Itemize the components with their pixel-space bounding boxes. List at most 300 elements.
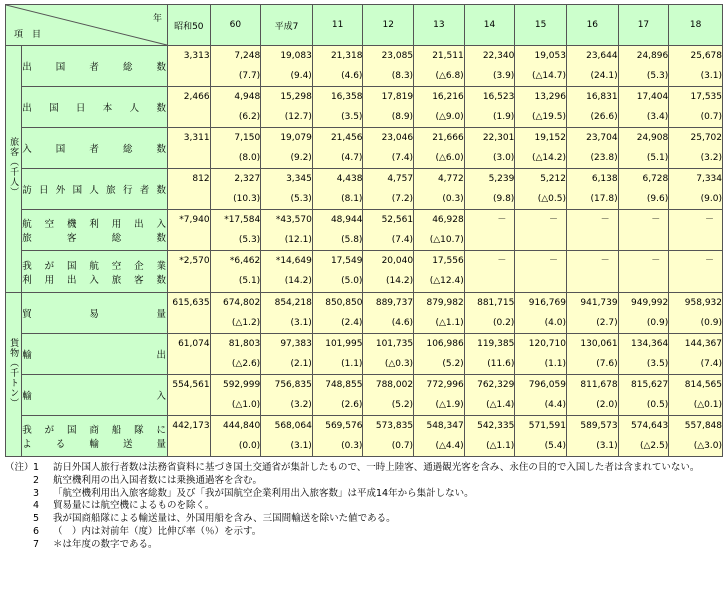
note-text: 「航空機利用出入旅客総数」及び「我が国航空企業利用出入旅客数」は平成14年から集計しない。 <box>53 487 474 499</box>
cell-value: 7,248 <box>234 51 261 62</box>
data-cell <box>261 415 313 456</box>
cell-value: 6,138 <box>591 174 618 185</box>
table-row <box>6 87 723 128</box>
cell-growth-rate: (14.2) <box>284 276 312 287</box>
data-cell <box>261 87 313 128</box>
row-label: 輸入 <box>22 390 168 402</box>
data-cell <box>669 87 723 128</box>
data-cell <box>210 251 261 292</box>
data-cell <box>312 374 363 415</box>
year-header-8: 16 <box>566 5 618 46</box>
cell-growth-rate: (8.9) <box>391 112 414 123</box>
cell-growth-rate <box>168 189 210 209</box>
cell-growth-rate: (2.1) <box>290 358 312 369</box>
cell-growth-rate: (3.5) <box>341 112 363 123</box>
cell-growth-rate: (△1.4) <box>486 399 515 410</box>
cell-growth-rate: (3.1) <box>700 71 722 82</box>
data-cell <box>363 46 414 87</box>
cell-value: 788,002 <box>375 379 414 390</box>
cell-growth-rate: (2.6) <box>341 399 363 410</box>
data-cell <box>261 374 313 415</box>
data-cell <box>618 415 669 456</box>
note-item <box>5 488 723 501</box>
data-cell <box>618 128 669 169</box>
cell-growth-rate: (8.3) <box>391 71 414 82</box>
data-cell <box>210 292 261 333</box>
row-label-cell <box>22 87 168 128</box>
cell-growth-rate: (△4.4) <box>435 440 464 451</box>
cell-growth-rate: (12.7) <box>284 112 312 123</box>
cell-value: 3,311 <box>183 133 210 144</box>
data-cell <box>312 128 363 169</box>
cell-value: 7,334 <box>696 174 722 185</box>
data-cell <box>464 292 515 333</box>
cell-growth-rate: (9.8) <box>492 194 515 205</box>
cell-value: 815,627 <box>631 379 669 390</box>
cell-value: 571,591 <box>528 420 566 431</box>
cell-growth-rate: (9.6) <box>646 194 669 205</box>
table-row <box>6 169 723 210</box>
data-cell <box>168 46 211 87</box>
note-number: 4 <box>33 500 40 512</box>
cell-value: 120,710 <box>528 338 566 349</box>
cell-value: 24,896 <box>636 51 669 62</box>
cell-growth-rate: (△1.1) <box>435 317 464 328</box>
cell-value: 23,704 <box>586 133 618 144</box>
data-cell <box>261 333 313 374</box>
cell-growth-rate: (2.0) <box>596 399 618 410</box>
note-number: 1 <box>33 462 40 473</box>
data-cell <box>363 87 414 128</box>
data-cell <box>464 169 515 210</box>
cell-growth-rate: (7.4) <box>700 358 722 369</box>
cell-growth-rate: (23.8) <box>590 153 618 164</box>
year-header-0: 昭和50 <box>168 5 211 46</box>
data-cell <box>566 251 618 292</box>
cell-growth-rate: (14.2) <box>386 276 414 287</box>
cell-growth-rate: (7.2) <box>391 194 414 205</box>
cell-value: 13,296 <box>534 92 566 103</box>
data-cell <box>618 333 669 374</box>
cell-growth-rate: (△0.1) <box>693 399 722 410</box>
data-cell <box>363 128 414 169</box>
cell-growth-rate <box>168 395 210 415</box>
data-cell <box>566 128 618 169</box>
cell-growth-rate: (1.9) <box>492 112 515 123</box>
cell-growth-rate: (3.2) <box>700 153 722 164</box>
cell-value: *43,570 <box>275 215 312 226</box>
cell-growth-rate: (5.2) <box>442 358 464 369</box>
cell-value: 22,340 <box>482 51 515 62</box>
cell-growth-rate: (△0.5) <box>537 194 566 205</box>
cell-growth-rate <box>567 271 618 291</box>
cell-growth-rate: (7.4) <box>391 235 414 246</box>
cell-value: 4,772 <box>437 174 464 185</box>
data-cell <box>566 46 618 87</box>
data-cell <box>464 374 515 415</box>
row-label: 我が国航空企業 <box>22 260 168 272</box>
row-label: 出国者総数 <box>22 62 168 74</box>
cell-growth-rate: (0.7) <box>391 440 414 451</box>
data-cell <box>618 374 669 415</box>
cell-growth-rate <box>168 230 210 250</box>
data-cell <box>168 251 211 292</box>
cell-value: 796,059 <box>528 379 566 390</box>
data-cell <box>168 292 211 333</box>
cell-growth-rate: (0.9) <box>700 317 722 328</box>
year-header-2: 平成7 <box>261 5 313 46</box>
cell-value: 889,737 <box>375 297 414 308</box>
table-row <box>6 333 723 374</box>
cell-value: 574,643 <box>631 420 669 431</box>
data-cell <box>168 128 211 169</box>
data-cell <box>515 251 567 292</box>
cell-value: 52,561 <box>381 215 414 226</box>
cell-growth-rate: (7.6) <box>596 358 618 369</box>
data-cell <box>566 169 618 210</box>
cell-growth-rate: (2.4) <box>341 317 363 328</box>
note-text: 貿易量には航空機によるものを除く。 <box>53 500 215 512</box>
cell-value: 569,576 <box>325 420 363 431</box>
cell-growth-rate: (9.2) <box>290 153 312 164</box>
cell-value: 4,948 <box>234 92 261 103</box>
note-item <box>5 513 723 526</box>
row-label: 出国日本人数 <box>22 103 168 115</box>
cell-growth-rate: (3.5) <box>646 358 669 369</box>
cell-growth-rate: (△2.6) <box>231 358 261 369</box>
data-cell <box>168 415 211 456</box>
data-cell <box>210 46 261 87</box>
cell-value: 19,053 <box>534 51 566 62</box>
cell-growth-rate <box>515 271 566 291</box>
cell-growth-rate: (0.7) <box>700 112 722 123</box>
data-cell <box>515 374 567 415</box>
data-cell <box>168 169 211 210</box>
cell-growth-rate: (3.2) <box>290 399 312 410</box>
cell-growth-rate: (△10.7) <box>429 235 464 246</box>
cell-value: － <box>497 256 507 267</box>
cell-growth-rate: (△3.0) <box>693 440 722 451</box>
cell-growth-rate: (8.0) <box>238 153 261 164</box>
cell-growth-rate: (△0.3) <box>384 358 414 369</box>
table-row <box>6 46 723 87</box>
cell-value: *6,462 <box>229 256 261 267</box>
cell-value: 17,549 <box>330 256 363 267</box>
data-cell <box>210 415 261 456</box>
row-label-cell <box>22 333 168 374</box>
cell-value: 814,565 <box>684 379 722 390</box>
cell-value: 811,678 <box>580 379 618 390</box>
cell-value: 949,992 <box>631 297 669 308</box>
cell-value: 20,040 <box>381 256 414 267</box>
data-cell <box>515 87 567 128</box>
note-text: 我が国商船隊による輸送量は、外国用船を含み、三国間輸送を除いた値である。 <box>53 513 396 525</box>
row-label-cell <box>22 169 168 210</box>
data-cell <box>363 333 414 374</box>
cell-value: 5,212 <box>540 174 566 185</box>
year-header-1: 60 <box>210 5 261 46</box>
data-cell <box>363 374 414 415</box>
cell-value: 19,079 <box>280 133 312 144</box>
note-number: 7 <box>33 538 40 550</box>
cell-growth-rate: (4.6) <box>391 317 414 328</box>
data-cell <box>515 169 567 210</box>
cell-growth-rate <box>465 230 515 250</box>
cell-value: 25,678 <box>690 51 722 62</box>
cell-value: － <box>651 256 661 267</box>
cell-value: 7,150 <box>234 133 261 144</box>
row-label-cell <box>22 292 168 333</box>
cell-growth-rate <box>168 313 210 333</box>
cell-value: － <box>548 215 558 226</box>
row-label-cell <box>22 128 168 169</box>
statistics-table <box>5 4 723 457</box>
data-cell <box>312 251 363 292</box>
data-cell <box>261 210 313 251</box>
cell-value: 748,855 <box>325 379 363 390</box>
cell-growth-rate <box>168 271 210 291</box>
cell-value: *2,570 <box>179 256 210 267</box>
data-cell <box>363 210 414 251</box>
data-cell <box>261 46 313 87</box>
category-label: 貨物（千トン） <box>8 337 19 408</box>
cell-growth-rate: (3.1) <box>596 440 618 451</box>
cell-value: 119,385 <box>477 338 515 349</box>
cell-value: 958,932 <box>684 297 722 308</box>
cell-growth-rate <box>168 354 210 374</box>
table-row <box>6 210 723 251</box>
row-label: 航空機利用出入 <box>22 219 168 231</box>
cell-value: 592,999 <box>222 379 261 390</box>
note-item <box>5 462 723 475</box>
cell-growth-rate: (4.7) <box>341 153 363 164</box>
cell-growth-rate: (3.1) <box>290 440 312 451</box>
cell-value: 916,769 <box>528 297 566 308</box>
cell-value: 589,573 <box>580 420 618 431</box>
row-label-cell <box>22 46 168 87</box>
cell-growth-rate <box>465 271 515 291</box>
cell-value: 2,466 <box>183 92 210 103</box>
cell-value: 21,318 <box>330 51 363 62</box>
data-cell <box>312 415 363 456</box>
data-cell <box>669 333 723 374</box>
year-header-6: 14 <box>464 5 515 46</box>
data-cell <box>210 169 261 210</box>
cell-value: 4,757 <box>387 174 414 185</box>
cell-growth-rate: (△14.2) <box>531 153 566 164</box>
cell-value: 144,367 <box>684 338 722 349</box>
note-text: ＊は年度の数字である。 <box>53 538 158 550</box>
cell-growth-rate: (0.5) <box>646 399 669 410</box>
data-cell <box>414 46 465 87</box>
cell-value: 15,298 <box>280 92 312 103</box>
data-cell <box>566 87 618 128</box>
cell-value: 3,345 <box>286 174 312 185</box>
data-cell <box>414 374 465 415</box>
cell-value: 46,928 <box>432 215 464 226</box>
data-cell <box>414 210 465 251</box>
cell-value: 23,046 <box>381 133 414 144</box>
data-cell <box>566 292 618 333</box>
note-text: （ ）内は対前年（度）比伸び率（％）を示す。 <box>53 525 262 537</box>
data-cell <box>414 251 465 292</box>
data-cell <box>210 333 261 374</box>
table-row <box>6 292 723 333</box>
row-label-line2: よる輸送量 <box>22 438 168 450</box>
data-cell <box>515 46 567 87</box>
cell-growth-rate: (4.6) <box>341 71 363 82</box>
table-row <box>6 374 723 415</box>
cell-growth-rate: (6.2) <box>238 112 261 123</box>
data-cell <box>210 87 261 128</box>
cell-value: 19,152 <box>534 133 566 144</box>
table-row <box>6 128 723 169</box>
data-cell <box>464 415 515 456</box>
data-cell <box>464 251 515 292</box>
cell-value: 568,064 <box>274 420 312 431</box>
cell-value: 21,511 <box>432 51 464 62</box>
data-cell <box>261 128 313 169</box>
data-cell <box>312 333 363 374</box>
data-cell <box>515 292 567 333</box>
cell-value: 130,061 <box>580 338 618 349</box>
cell-growth-rate: (17.8) <box>590 194 618 205</box>
cell-growth-rate <box>619 271 669 291</box>
cell-growth-rate <box>168 66 210 86</box>
data-cell <box>669 374 723 415</box>
cell-value: 941,739 <box>580 297 618 308</box>
cell-growth-rate: (4.0) <box>544 317 566 328</box>
cell-value: 3,313 <box>183 51 210 62</box>
cell-growth-rate: (5.3) <box>646 71 669 82</box>
cell-growth-rate <box>669 271 722 291</box>
cell-growth-rate: (5.2) <box>391 399 414 410</box>
note-item <box>5 526 723 539</box>
cell-value: 17,556 <box>432 256 464 267</box>
row-label-line2: 旅客総数 <box>22 233 168 245</box>
data-cell <box>168 87 211 128</box>
cell-growth-rate: (△6.0) <box>435 153 464 164</box>
data-cell <box>168 210 211 251</box>
category-passenger <box>6 46 22 292</box>
cell-value: 22,301 <box>482 133 515 144</box>
cell-value: 850,850 <box>325 297 363 308</box>
cell-growth-rate: (5.3) <box>290 194 312 205</box>
cell-value: 23,644 <box>586 51 618 62</box>
data-cell <box>464 128 515 169</box>
note-text: 訪日外国人旅行者数は法務省資料に基づき国土交通省が集計したもので、一時上陸客、通過観光客を含み、永住の目的で入国した者は含まれていない。 <box>53 462 700 473</box>
cell-growth-rate: (3.1) <box>290 317 312 328</box>
data-cell <box>464 333 515 374</box>
cell-value: 21,666 <box>432 133 464 144</box>
cell-value: 812 <box>192 174 210 185</box>
row-label: 入国者総数 <box>22 144 168 156</box>
header-row <box>6 5 723 46</box>
cell-value: 24,908 <box>636 133 669 144</box>
data-cell <box>464 46 515 87</box>
data-cell <box>669 210 723 251</box>
data-cell <box>464 210 515 251</box>
note-text: 航空機利用の出入国者数には乗換通過客を含む。 <box>53 474 263 486</box>
cell-growth-rate: (△6.8) <box>435 71 464 82</box>
note-item <box>5 539 723 552</box>
data-cell <box>261 251 313 292</box>
cell-value: 21,456 <box>330 133 363 144</box>
data-cell <box>618 251 669 292</box>
data-cell <box>669 292 723 333</box>
cell-growth-rate: (26.6) <box>590 112 618 123</box>
cell-growth-rate <box>168 436 210 456</box>
cell-value: － <box>600 256 610 267</box>
data-cell <box>363 415 414 456</box>
row-label: 我が国商船隊に <box>22 424 168 436</box>
category-cargo <box>6 292 22 456</box>
item-header-label: 項 目 <box>14 30 42 41</box>
cell-value: 97,383 <box>280 338 312 349</box>
cell-value: 6,728 <box>642 174 669 185</box>
cell-value: 5,239 <box>488 174 515 185</box>
cell-growth-rate: (△1.1) <box>486 440 515 451</box>
cell-value: 573,835 <box>375 420 414 431</box>
cell-growth-rate: (△12.4) <box>429 276 464 287</box>
cell-value: 772,996 <box>426 379 464 390</box>
cell-value: 557,848 <box>684 420 722 431</box>
row-label-cell <box>22 251 168 292</box>
cell-growth-rate: (24.1) <box>590 71 618 82</box>
data-cell <box>414 128 465 169</box>
row-label-cell <box>22 374 168 415</box>
data-cell <box>566 374 618 415</box>
cell-value: － <box>600 215 610 226</box>
cell-value: 554,561 <box>172 379 210 390</box>
cell-value: 17,819 <box>381 92 414 103</box>
cell-value: 23,085 <box>381 51 414 62</box>
cell-growth-rate: (5.3) <box>238 235 261 246</box>
cell-value: 879,982 <box>426 297 464 308</box>
cell-growth-rate: (8.1) <box>341 194 363 205</box>
cell-value: 4,438 <box>336 174 363 185</box>
cell-value: 134,364 <box>631 338 669 349</box>
cell-value: 16,523 <box>482 92 515 103</box>
data-cell <box>618 210 669 251</box>
cell-growth-rate: (9.4) <box>290 71 312 82</box>
cell-value: 762,329 <box>477 379 515 390</box>
cell-value: 16,358 <box>330 92 363 103</box>
cell-value: *14,649 <box>275 256 312 267</box>
cell-value: － <box>548 256 558 267</box>
data-cell <box>669 128 723 169</box>
row-label-cell <box>22 415 168 456</box>
corner-header-cell <box>6 5 168 46</box>
data-cell <box>618 87 669 128</box>
cell-growth-rate: (△14.7) <box>531 71 566 82</box>
notes-section <box>5 462 723 552</box>
cell-growth-rate: (△1.2) <box>231 317 261 328</box>
note-number: 6 <box>33 525 40 537</box>
data-cell <box>515 210 567 251</box>
year-header-9: 17 <box>618 5 669 46</box>
cell-value: － <box>497 215 507 226</box>
cell-value: 17,404 <box>636 92 669 103</box>
data-cell <box>312 210 363 251</box>
cell-value: 16,216 <box>432 92 464 103</box>
cell-growth-rate: (△1.0) <box>231 399 261 410</box>
cell-growth-rate: (△19.5) <box>531 112 566 123</box>
cell-growth-rate: (10.3) <box>233 194 261 205</box>
cell-growth-rate: (0.0) <box>238 440 261 451</box>
cell-value: 101,735 <box>375 338 414 349</box>
data-cell <box>515 415 567 456</box>
